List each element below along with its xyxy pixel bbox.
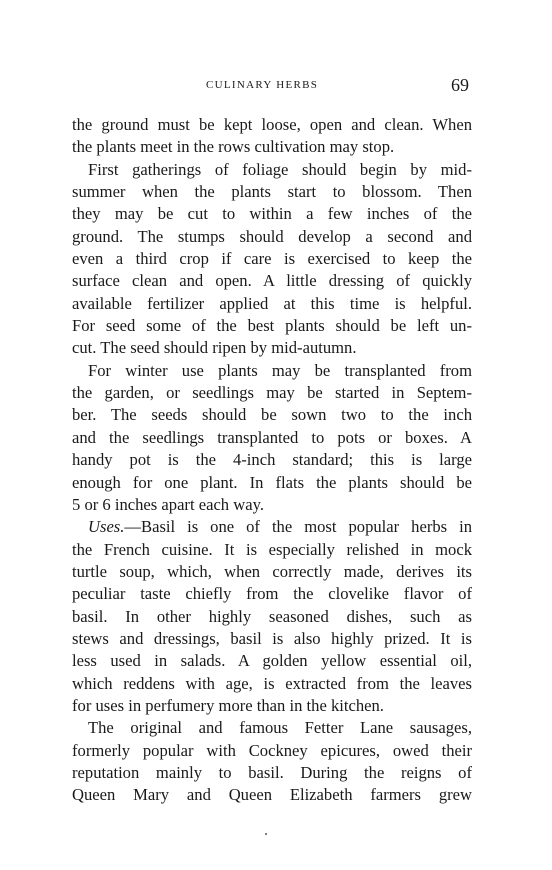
uses-label: Uses. [88, 517, 125, 537]
text-line: they may be cut to within a few inches of the [72, 204, 472, 224]
text-line: even a third crop if care is exercised to keep the [72, 249, 472, 269]
text-line: handy pot is the 4-inch standard; this is large [72, 450, 472, 470]
text-line: summer when the plants start to blossom. Then [72, 182, 472, 202]
text-line: turtle soup, which, when correctly made, derives its [72, 561, 472, 581]
text-line: reputation mainly to basil. During the reigns of [72, 762, 472, 782]
body-text [72, 114, 472, 807]
text-line: ber. The seeds should be sown two to the inch [72, 405, 472, 425]
text-line: the garden, or seedlings may be started in Septem- [72, 383, 472, 403]
running-title: CULINARY HERBS [206, 79, 319, 91]
text-line: 5 or 6 inches apart each way. [72, 494, 264, 514]
text-line: available fertilizer applied at this time is helpful. [72, 293, 472, 313]
uses-line-text: Basil is one of the most popular herbs in [141, 517, 472, 537]
text-line: cut. The seed should ripen by mid-autumn. [72, 338, 357, 358]
text-line: Queen Mary and Queen Elizabeth farmers grew [72, 785, 472, 805]
uses-paragraph-line [72, 516, 472, 538]
text-line: which reddens with age, is extracted from the leaves [72, 673, 472, 693]
text-line: For seed some of the best plants should be left un- [72, 316, 472, 336]
text-line: the ground must be kept loose, open and clean. When [72, 115, 472, 134]
text-line: the French cuisine. It is especially relished in mock [72, 539, 472, 559]
text-line: For winter use plants may be transplanted from [88, 360, 472, 380]
text-line: the plants meet in the rows cultivation may stop. [72, 137, 395, 157]
text-line: less used in salads. A golden yellow essential oil, [72, 651, 472, 671]
page-number: 69 [451, 75, 469, 95]
text-line: basil. In other highly seasoned dishes, such as [72, 606, 472, 626]
text-line: surface clean and open. A little dressing of quickly [72, 271, 472, 291]
text-line: peculiar taste chiefly from the clovelike flavor of [72, 584, 472, 604]
running-head [0, 77, 552, 99]
text-line: enough for one plant. In flats the plants should be [72, 472, 472, 492]
text-line: stews and dressings, basil is also highly prized. It is [72, 628, 472, 648]
text-line: for uses in perfumery more than in the kitchen. [72, 695, 384, 715]
uses-dash: — [124, 517, 142, 537]
text-line: The original and famous Fetter Lane sausages, [88, 718, 472, 738]
text-line: formerly popular with Cockney epicures, owed their [72, 740, 472, 760]
text-line: First gatherings of foliage should begin by mid- [88, 159, 472, 179]
paper-speck [265, 833, 267, 835]
text-line: ground. The stumps should develop a second and [72, 226, 472, 246]
text-line: and the seedlings transplanted to pots or boxes. A [72, 427, 472, 447]
